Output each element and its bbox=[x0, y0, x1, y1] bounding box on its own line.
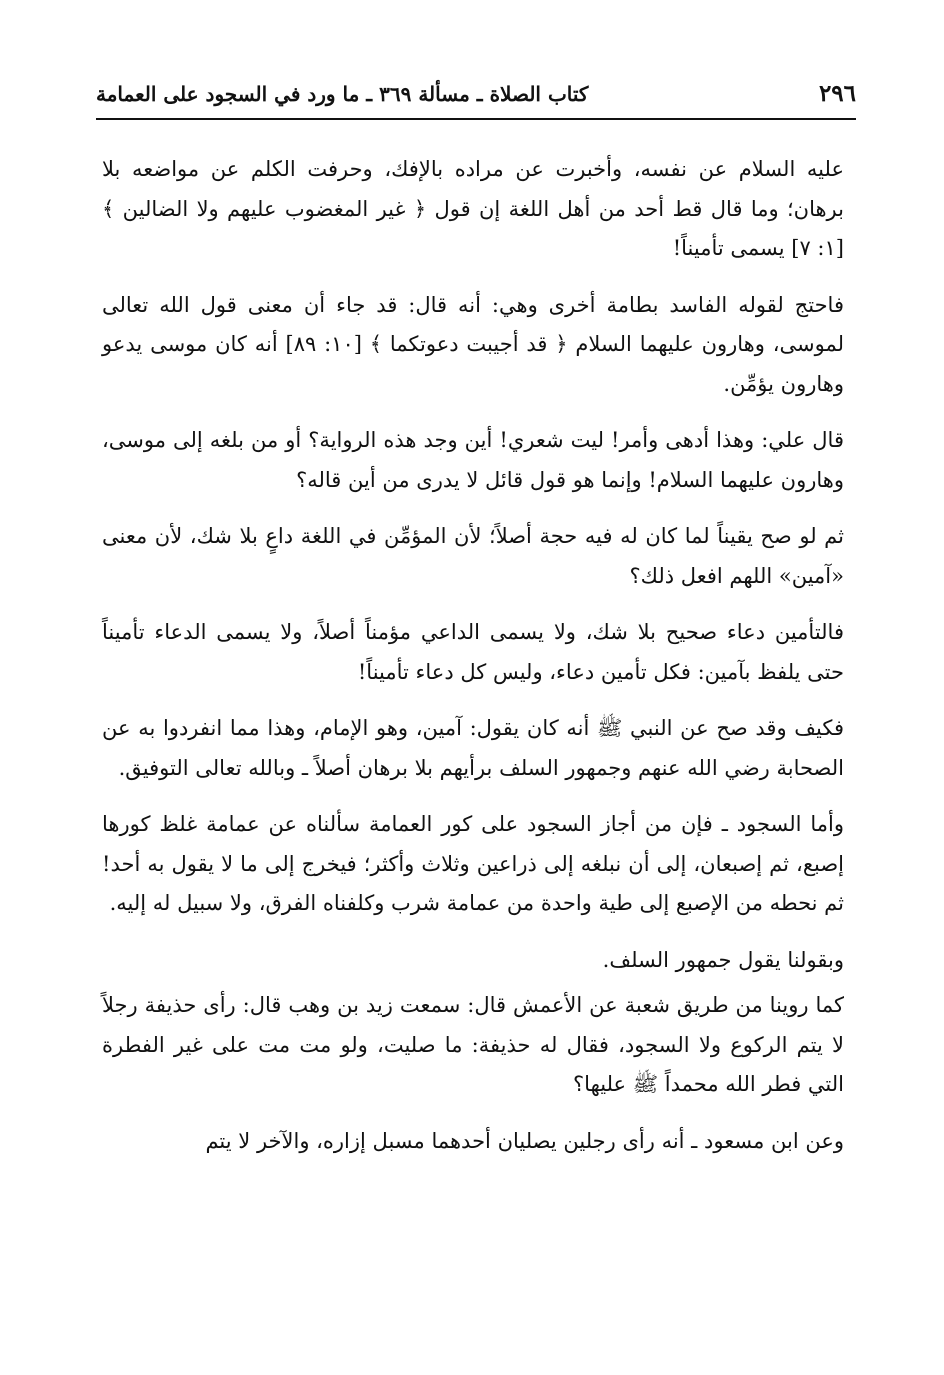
paragraph: عليه السلام عن نفسه، وأخبرت عن مراده بالإفك، وحرفت الكلم عن مواضعه بلا برهان؛ وما قال قط أحد من أهل اللغة إن قول ﴿ غير المغضوب عليهم ولا الضالين ﴾ [١: ٧] يسمى تأميناً! bbox=[102, 157, 844, 260]
paragraph: كما روينا من طريق شعبة عن الأعمش قال: سمعت زيد بن وهب قال: رأى حذيفة رجلاً لا يتم الركوع ولا السجود، فقال له حذيفة: ما صليت، ولو مت مت على غير الفطرة التي فطر الله محمداً ﷺ عليها؟ bbox=[102, 993, 844, 1096]
running-title: كتاب الصلاة ـ مسألة ٣٦٩ ـ ما ورد في السجود على العمامة bbox=[96, 82, 589, 106]
body-text bbox=[102, 150, 844, 1178]
paragraph: فالتأمين دعاء صحيح بلا شك، ولا يسمى الداعي مؤمناً أصلاً، ولا يسمى الدعاء تأميناً حتى يلفظ بآمين: فكل تأمين دعاء، وليس كل دعاء تأميناً! bbox=[102, 620, 844, 684]
paragraph: ثم لو صح يقيناً لما كان له فيه حجة أصلاً؛ لأن المؤمِّن في اللغة داعٍ بلا شك، لأن معنى «آمين» اللهم افعل ذلك؟ bbox=[102, 524, 844, 588]
paragraph: فكيف وقد صح عن النبي ﷺ أنه كان يقول: آمين، وهو الإمام، وهذا مما انفردوا به عن الصحابة رضي الله عنهم وجمهور السلف برأيهم بلا برهان أصلاً ـ وبالله تعالى التوفيق. bbox=[102, 716, 844, 780]
paragraph: وعن ابن مسعود ـ أنه رأى رجلين يصليان أحدهما مسبل إزاره، والآخر لا يتم bbox=[205, 1128, 844, 1153]
paragraph: قال علي: وهذا أدهى وأمر! ليت شعري! أين وجد هذه الرواية؟ أو من بلغه إلى موسى، وهارون عليهما السلام! وإنما هو قول قائل لا يدرى من أين قاله؟ bbox=[102, 428, 844, 492]
page-header bbox=[96, 74, 856, 120]
paragraph: وأما السجود ـ فإن من أجاز السجود على كور العمامة سألناه عن عمامة غلظ كورها إصبع، ثم إصبعان، إلى أن نبلغه إلى ذراعين وثلاث وأكثر؛ فيخرج إلى ما لا يقول به أحد! ثم نحطه من الإصبع إلى طية واحدة من عمامة شرب وكلفناه الفرق، ولا سبيل له إليه. bbox=[102, 812, 844, 915]
page-number: ٢٩٦ bbox=[818, 80, 856, 107]
paragraph: وبقولنا يقول جمهور السلف. bbox=[602, 947, 844, 972]
paragraph: فاحتج لقوله الفاسد بطامة أخرى وهي: أنه قال: قد جاء أن معنى قول الله تعالى لموسى، وهارون عليهما السلام ﴿ قد أجيبت دعوتكما ﴾ [١٠: ٨٩] أنه كان موسى يدعو وهارون يؤمِّن. bbox=[102, 292, 844, 396]
